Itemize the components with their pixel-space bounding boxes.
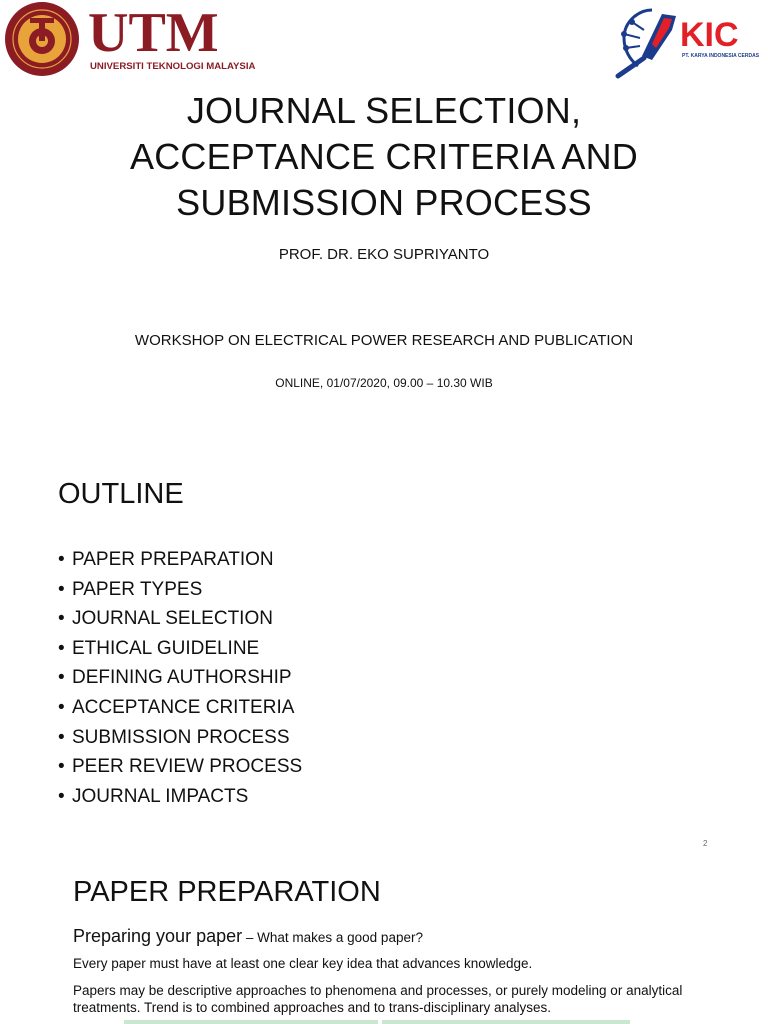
title-line: JOURNAL SELECTION, <box>186 90 582 131</box>
subtitle-suffix: – What makes a good paper? <box>242 930 423 945</box>
section-title: PAPER PREPARATION <box>73 876 381 908</box>
utm-wordmark: UTM <box>88 2 219 64</box>
body-paragraph: Papers may be descriptive approaches to phenomena and processes, or purely modeling or analytical treatments. Trend is to combined approaches and to trans-disciplinary analyses. <box>73 983 683 1015</box>
utm-logo <box>2 0 256 78</box>
outline-item: • ACCEPTANCE CRITERIA <box>58 693 302 723</box>
workshop-name: WORKSHOP ON ELECTRICAL POWER RESEARCH AND PUBLICATION <box>134 332 634 349</box>
page-number: 2 <box>703 839 708 848</box>
utm-seal-icon <box>5 2 79 76</box>
title-line: ACCEPTANCE CRITERIA AND <box>129 136 639 177</box>
outline-item: • PEER REVIEW PROCESS <box>58 752 302 782</box>
outline-item: • SUBMISSION PROCESS <box>58 723 302 753</box>
outline-item: • PAPER PREPARATION <box>58 545 302 575</box>
title-line: SUBMISSION PROCESS <box>176 182 592 223</box>
outline-title: OUTLINE <box>58 478 184 510</box>
subtitle-main: Preparing your paper <box>73 926 243 946</box>
section-subtitle <box>73 926 423 947</box>
event-date: ONLINE, 01/07/2020, 09.00 – 10.30 WIB <box>275 376 493 390</box>
kic-logo <box>612 4 766 80</box>
kic-wordmark: KIC <box>680 16 739 54</box>
outline-item: • ETHICAL GUIDELINE <box>58 634 302 664</box>
presenter-name: PROF. DR. EKO SUPRIYANTO <box>278 246 490 263</box>
kic-rocket-icon <box>618 10 676 76</box>
outline-item: • JOURNAL IMPACTS <box>58 782 302 812</box>
title-slide <box>0 0 768 430</box>
kic-subtitle: PT. KARYA INDONESIA CERDAS <box>682 53 760 59</box>
utm-subtitle: UNIVERSITI TEKNOLOGI MALAYSIA <box>90 61 256 72</box>
presentation-title <box>60 88 708 226</box>
body-line: Every paper must have at least one clear key idea that advances knowledge. <box>73 956 533 971</box>
outline-item: • PAPER TYPES <box>58 575 302 605</box>
outline-item: • DEFINING AUTHORSHIP <box>58 663 302 693</box>
diagram-box-top <box>382 1020 630 1024</box>
outline-list <box>58 545 302 811</box>
diagram-box-top <box>124 1020 378 1024</box>
outline-item: • JOURNAL SELECTION <box>58 604 302 634</box>
